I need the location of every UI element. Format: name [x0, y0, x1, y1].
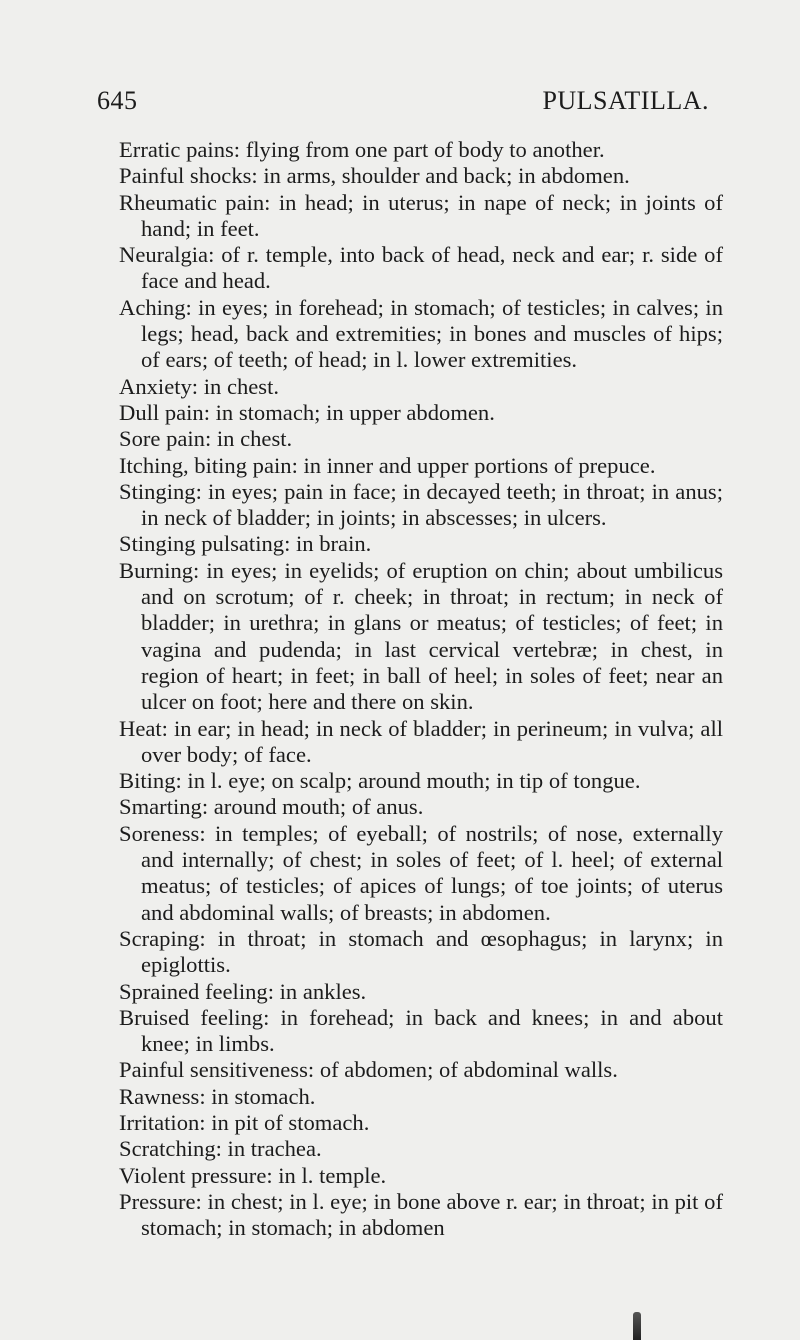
symptom-entry: Heat: in ear; in head; in neck of bladder; in perineum; in vulva; all over body; of face.	[119, 715, 723, 767]
symptom-entry: Painful shocks: in arms, shoulder and back; in abdomen.	[119, 163, 630, 189]
symptom-entry: Soreness: in temples; of eyeball; of nostrils; of nose, externally and internally; of chest; in soles of feet; of l. heel; of external meatus; of testicles; of apices of lungs; of toe joints; of uterus and abdominal walls; of breasts; in abdomen.	[119, 820, 723, 925]
symptom-entry: Stinging pulsating: in brain.	[119, 531, 372, 557]
running-title: PULSATILLA.	[542, 86, 709, 115]
symptom-entry: Painful sensitiveness: of abdomen; of abdominal walls.	[119, 1057, 618, 1083]
symptom-entry: Neuralgia: of r. temple, into back of head, neck and ear; r. side of face and head.	[119, 242, 723, 294]
symptom-entry: Sore pain: in chest.	[119, 426, 293, 452]
symptom-entry: Scratching: in trachea.	[119, 1136, 322, 1162]
symptom-entry: Rawness: in stomach.	[119, 1083, 316, 1109]
symptom-entry: Scraping: in throat; in stomach and œsophagus; in larynx; in epiglottis.	[119, 925, 723, 978]
symptom-entry: Burning: in eyes; in eyelids; of eruption on chin; about umbilicus and on scrotum; of r. cheek; in throat; in rectum; in neck of bladder; in urethra; in glans or meatus; of testicles; of feet; in vagina and pudenda; in last cervical vertebræ; in chest, in region of heart; in feet; in ball of heel; in soles of feet; near an ulcer on foot; here and there on skin.	[119, 557, 723, 715]
symptom-entry: Stinging: in eyes; pain in face; in decayed teeth; in throat; in anus; in neck of bladder; in joints; in abscesses; in ulcers.	[119, 478, 723, 531]
symptom-entry: Itching, biting pain: in inner and upper portions of prepuce.	[119, 452, 656, 478]
symptom-entry: Smarting: around mouth; of anus.	[119, 794, 424, 820]
symptom-entry: Bruised feeling: in forehead; in back and knees; in and about knee; in limbs.	[119, 1004, 723, 1057]
page-number: 645	[97, 86, 138, 115]
symptom-entry: Sprained feeling: in ankles.	[119, 978, 367, 1004]
symptom-entry: Dull pain: in stomach; in upper abdomen.	[119, 399, 495, 425]
symptom-entry: Biting: in l. eye; on scalp; around mouth; in tip of tongue.	[119, 768, 641, 794]
symptom-entry: Aching: in eyes; in forehead; in stomach; of testicles; in calves; in legs; head, back and extremities; in bones and muscles of hips; of ears; of teeth; of head; in l. lower extremities.	[119, 294, 723, 373]
scan-artifact	[633, 1312, 641, 1340]
symptom-entry: Anxiety: in chest.	[119, 373, 280, 399]
symptom-entry: Rheumatic pain: in head; in uterus; in nape of neck; in joints of hand; in feet.	[119, 189, 723, 241]
symptom-entry: Irritation: in pit of stomach.	[119, 1109, 370, 1135]
page-header	[97, 86, 709, 120]
symptom-entry: Violent pressure: in l. temple.	[119, 1162, 387, 1188]
symptom-entry: Pressure: in chest; in l. eye; in bone above r. ear; in throat; in pit of stomach; in stomach; in abdomen	[119, 1188, 723, 1241]
symptom-entry: Erratic pains: flying from one part of body to another.	[119, 137, 605, 162]
symptom-list	[119, 137, 723, 1241]
